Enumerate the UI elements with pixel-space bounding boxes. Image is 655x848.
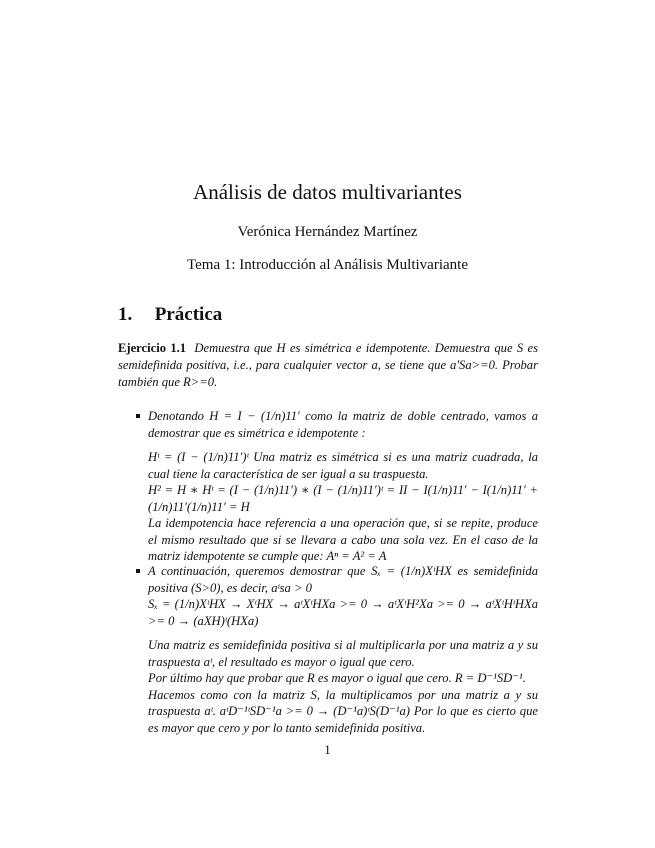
document-author: Verónica Hernández Martínez: [237, 224, 418, 240]
bullet1-line3: La idempotencia hace referencia a una operación que, si se repite, produce el mismo resultado que si se llevara a cabo una sola vez. En el caso de la matriz idempotente se cumple que: Aⁿ = A² = A: [148, 516, 538, 563]
exercise-text: Demuestra que H es simétrica e idempotente. Demuestra que S es semidefinida positiva, i.e., para cualquier vector a, se tiene que a'Sa>=0. Probar también que R>=0.: [118, 341, 538, 389]
bullet-icon: [136, 414, 140, 418]
bullet2-line3: Por último hay que probar que R es mayor o igual que cero. R = D⁻¹SD⁻¹.: [148, 671, 526, 685]
bullet2-line1: Sₓ = (1/n)XᵗHX → XᵗHX → aᵗXᵗHXa >= 0 → aᵗXᵗH²Xa >= 0 → aᵗXᵗHᵗHXa >= 0 → (aXH)ᵗ(HXa): [148, 597, 538, 628]
bullet1-line1: Hᵗ = (I − (1/n)11′)ᵗ Una matriz es simétrica si es una matriz cuadrada, la cual tiene la característica de ser igual a su traspuesta.: [148, 450, 538, 481]
section-number: 1.: [118, 304, 133, 325]
bullet-item-semidefinite: [148, 563, 538, 736]
bullet-item-symmetric: [148, 408, 538, 565]
document-title: Análisis de datos multivariantes: [193, 180, 462, 204]
bullet1-intro: Denotando H = I − (1/n)11′ como la matriz de doble centrado, vamos a demostrar que es simétrica e idempotente :: [148, 409, 538, 440]
section-title: Práctica: [154, 304, 223, 325]
bullet2-line2: Una matriz es semidefinida positiva si al multiplicarla por una matriz a y su traspuesta aᵗ, el resultado es mayor o igual que cero.: [148, 638, 538, 669]
bullet2-intro: A continuación, queremos demostrar que Sₓ = (1/n)XᵗHX es semidefinida positiva (S>0), es decir, aᵗsa > 0: [148, 564, 538, 595]
bullet1-line2: H² = H ∗ Hᵗ = (I − (1/n)11′) ∗ (I − (1/n)11′)ᵗ = II − I(1/n)11′ − I(1/n)11′ + (1/n)11′(1/n)11′ = H: [148, 483, 538, 514]
bullet-icon: [136, 569, 140, 573]
document-subtitle: Tema 1: Introducción al Análisis Multivariante: [187, 257, 468, 273]
bullet2-line4: Hacemos como con la matriz S, la multiplicamos por una matriz a y su traspuesta aᵗ. aᵗD⁻¹ᵗSD⁻¹a >= 0 → (D⁻¹a)ᵗS(D⁻¹a) Por lo que es cierto que es mayor que cero y por lo tanto semidefinida positiva.: [148, 687, 538, 735]
section-heading: [118, 304, 222, 326]
page-number: 1: [324, 742, 331, 757]
exercise-statement: [118, 340, 538, 391]
exercise-label: Ejercicio 1.1: [118, 341, 187, 355]
